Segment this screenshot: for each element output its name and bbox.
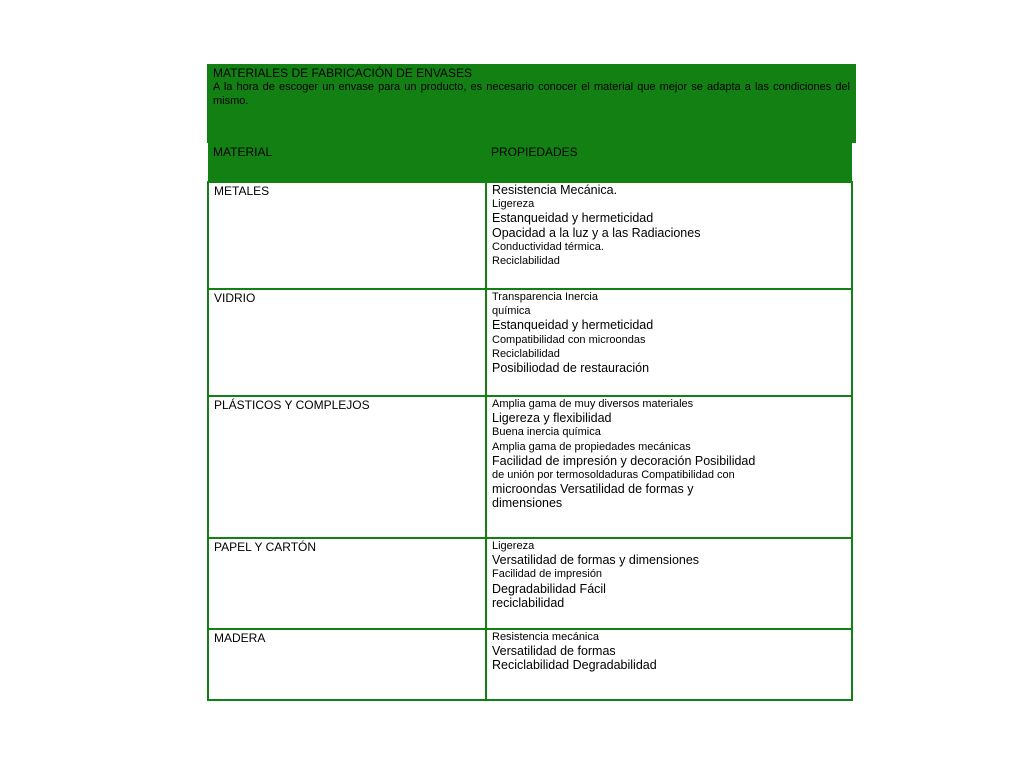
column-header-properties: PROPIEDADES [486, 142, 852, 182]
material-cell: METALES [208, 182, 486, 289]
properties-cell [486, 538, 852, 629]
property-line: Facilidad de impresión y decoración Posibilidad [492, 453, 756, 468]
property-line: Conductividad térmica. [492, 240, 604, 253]
property-line: Posibiliodad de restauración [492, 361, 650, 376]
table-row [208, 538, 852, 629]
material-cell: PAPEL Y CARTÓN [208, 538, 486, 629]
property-line: Versatilidad de formas [492, 644, 616, 659]
document-title: MATERIALES DE FABRICACIÓN DE ENVASES [213, 66, 472, 80]
property-line: Opacidad a la luz y a las Radiaciones [492, 225, 701, 240]
property-line: Reciclabilidad [492, 347, 560, 360]
property-line: Versatilidad de formas y dimensiones [492, 553, 700, 568]
properties-cell [486, 289, 852, 396]
property-line: Resistencia Mecánica. [492, 183, 618, 197]
property-line: microondas Versatilidad de formas y [492, 482, 694, 497]
material-cell: MADERA [208, 629, 486, 700]
header-banner [207, 64, 856, 143]
property-line: Ligereza [492, 198, 535, 211]
property-line: Amplia gama de propiedades mecánicas [492, 440, 691, 453]
document-description: A la hora de escoger un envase para un producto, es necesario conocer el material que mejor se adapta a las condiciones del mismo. [213, 81, 850, 107]
properties-cell [486, 629, 852, 700]
property-line: Compatibilidad con microondas [492, 333, 646, 346]
property-line: Estanqueidad y hermeticidad [492, 318, 654, 333]
table-row [208, 629, 852, 700]
properties-cell [486, 182, 852, 289]
property-line: Estanqueidad y hermeticidad [492, 211, 654, 226]
table-header-row [208, 142, 852, 182]
property-line: dimensiones [492, 496, 563, 511]
document [207, 64, 856, 701]
property-line: química [492, 305, 531, 318]
property-line: Amplia gama de muy diversos materiales [492, 398, 694, 410]
table-row [208, 182, 852, 289]
column-header-material: MATERIAL [208, 142, 486, 182]
property-line: de unión por termosoldaduras Compatibilidad con [492, 469, 735, 482]
property-line: Reciclabilidad [492, 255, 560, 268]
table-row [208, 289, 852, 396]
property-line: Degradabilidad Fácil [492, 581, 606, 596]
property-line: Facilidad de impresión [492, 568, 603, 581]
property-line: reciclabilidad [492, 595, 565, 610]
property-line: Transparencia Inercia [492, 291, 598, 303]
properties-cell [486, 396, 852, 538]
material-cell: PLÁSTICOS Y COMPLEJOS [208, 396, 486, 538]
property-line: Buena inercia química [492, 426, 601, 439]
material-cell: VIDRIO [208, 289, 486, 396]
property-line: Reciclabilidad Degradabilidad [492, 658, 657, 673]
property-line: Resistencia mecánica [492, 631, 599, 643]
materials-table [207, 142, 853, 701]
property-line: Ligereza [492, 540, 535, 552]
table-row [208, 396, 852, 538]
property-line: Ligereza y flexibilidad [492, 411, 612, 426]
